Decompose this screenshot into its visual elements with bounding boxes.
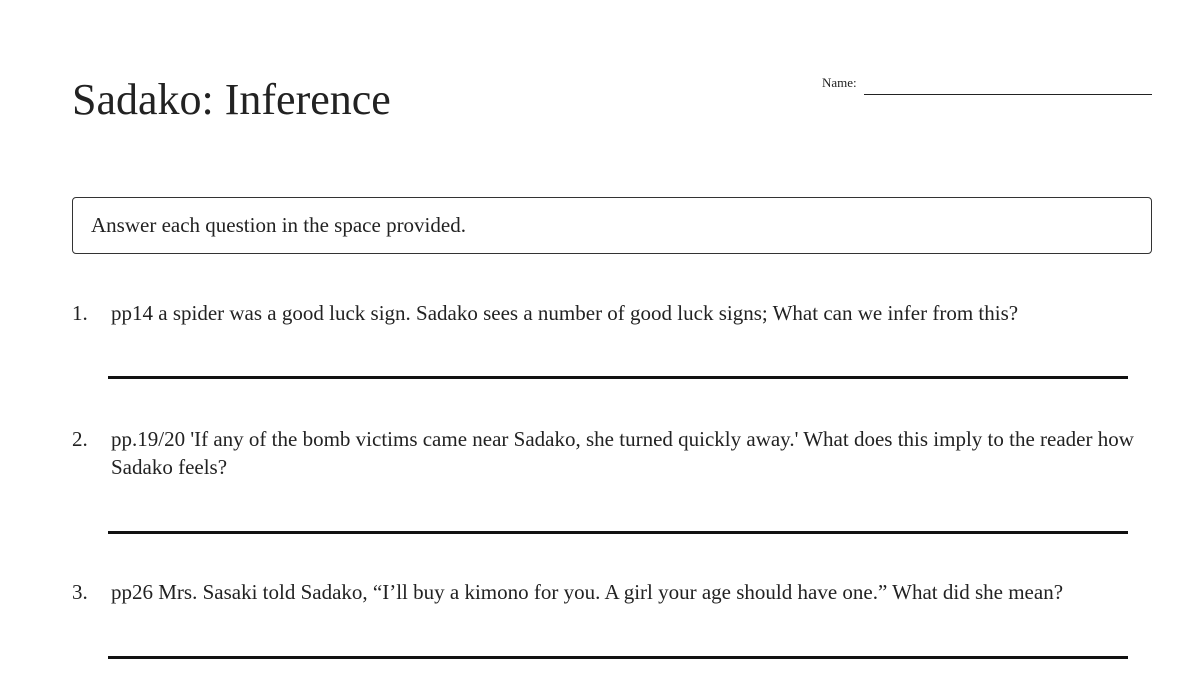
- question-text: pp26 Mrs. Sasaki told Sadako, “I’ll buy a kimono for you. A girl your age should have one.” What did she mean?: [111, 580, 1064, 604]
- answer-line[interactable]: [108, 376, 1128, 379]
- question-number: 2.: [72, 427, 88, 451]
- name-field[interactable]: [822, 74, 1152, 96]
- question-text: pp.19/20 'If any of the bomb victims came near Sadako, she turned quickly away.' What does this imply to the reader how Sadako feels?: [111, 427, 1134, 479]
- instructions-box: [72, 197, 1152, 254]
- instructions-text: Answer each question in the space provided.: [91, 213, 466, 237]
- question-number: 3.: [72, 580, 88, 604]
- question-text: pp14 a spider was a good luck sign. Sadako sees a number of good luck signs; What can we infer from this?: [111, 301, 1019, 325]
- answer-line[interactable]: [108, 531, 1128, 534]
- question-number: 1.: [72, 301, 88, 325]
- name-underline[interactable]: [864, 94, 1152, 95]
- page-title: Sadako: Inference: [72, 75, 391, 124]
- answer-line[interactable]: [108, 656, 1128, 659]
- name-label: Name:: [822, 75, 857, 90]
